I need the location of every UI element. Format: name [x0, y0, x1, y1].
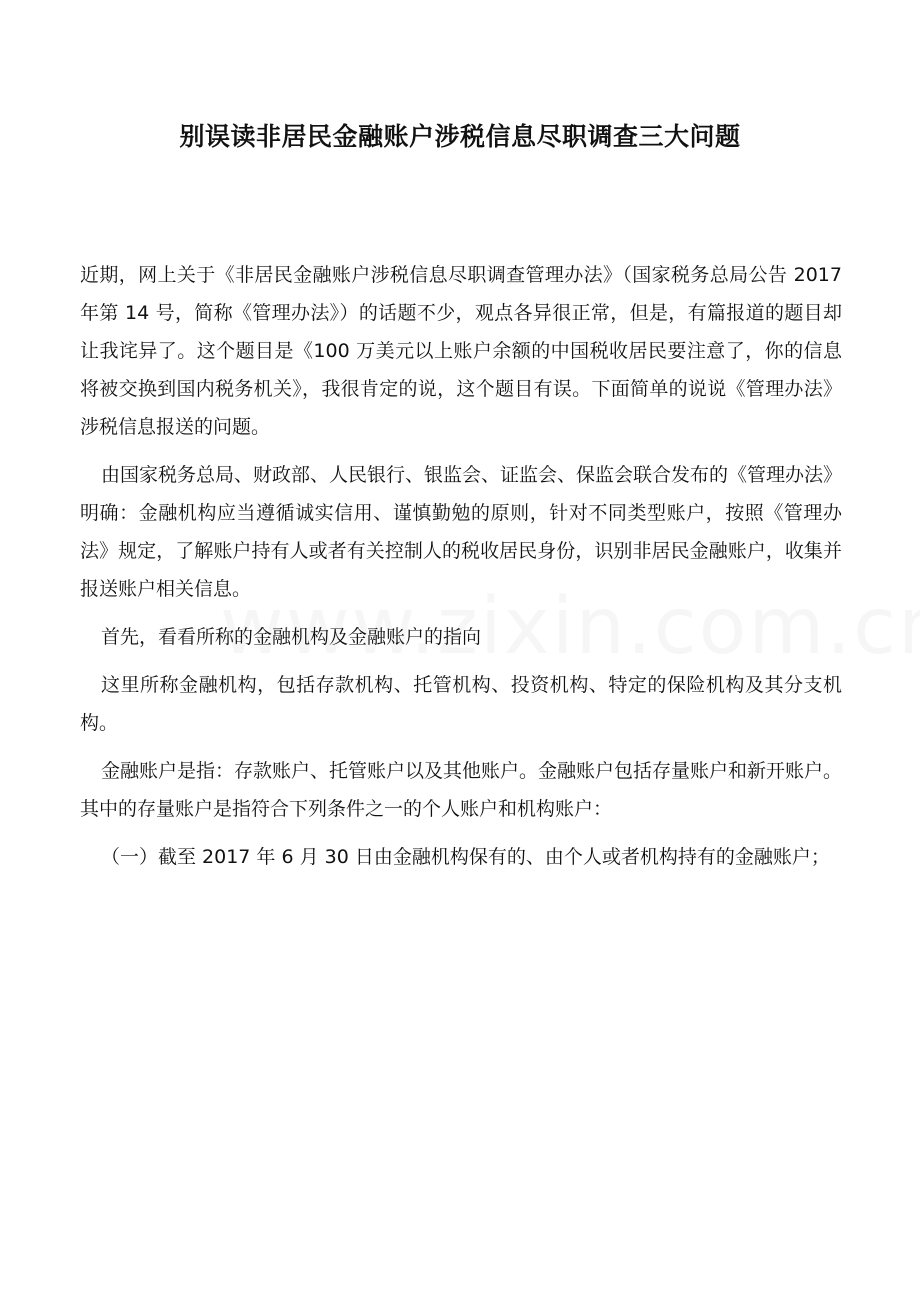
- paragraph-heading-first: 首先，看看所称的金融机构及金融账户的指向: [101, 626, 482, 648]
- document-body: [80, 256, 842, 876]
- paragraph-financial-accounts: 金融账户是指：存款账户、托管账户以及其他账户。金融账户包括存量账户和新开账户。其中的存量账户是指符合下列条件之一的个人账户和机构账户：: [80, 760, 843, 820]
- paragraph-condition-one: （一）截至 2017 年 6 月 30 日由金融机构保有的、由个人或者机构持有的金融账户；: [101, 846, 830, 868]
- paragraph-financial-institutions: 这里所称金融机构，包括存款机构、托管机构、投资机构、特定的保险机构及其分支机构。: [80, 674, 842, 734]
- paragraph-intro: 近期，网上关于《非居民金融账户涉税信息尽职调查管理办法》（国家税务总局公告 2017 年第 14 号，简称《管理办法》）的话题不少，观点各异很正常，但是，有篇报道的题目却让我诧异了。这个题目是《100 万美元以上账户余额的中国税收居民要注意了，你的信息将被交换到国内税务机关》，我很肯定的说，这个题目有误。下面简单的说说《管理办法》涉税信息报送的问题。: [80, 264, 842, 438]
- paragraph-regulation: 由国家税务总局、财政部、人民银行、银监会、证监会、保监会联合发布的《管理办法》明确：金融机构应当遵循诚实信用、谨慎勤勉的原则，针对不同类型账户，按照《管理办法》规定，了解账户持有人或者有关控制人的税收居民身份，识别非居民金融账户，收集并报送账户相关信息。: [80, 464, 843, 600]
- document-title: 别误读非居民金融账户涉税信息尽职调查三大问题: [179, 122, 741, 151]
